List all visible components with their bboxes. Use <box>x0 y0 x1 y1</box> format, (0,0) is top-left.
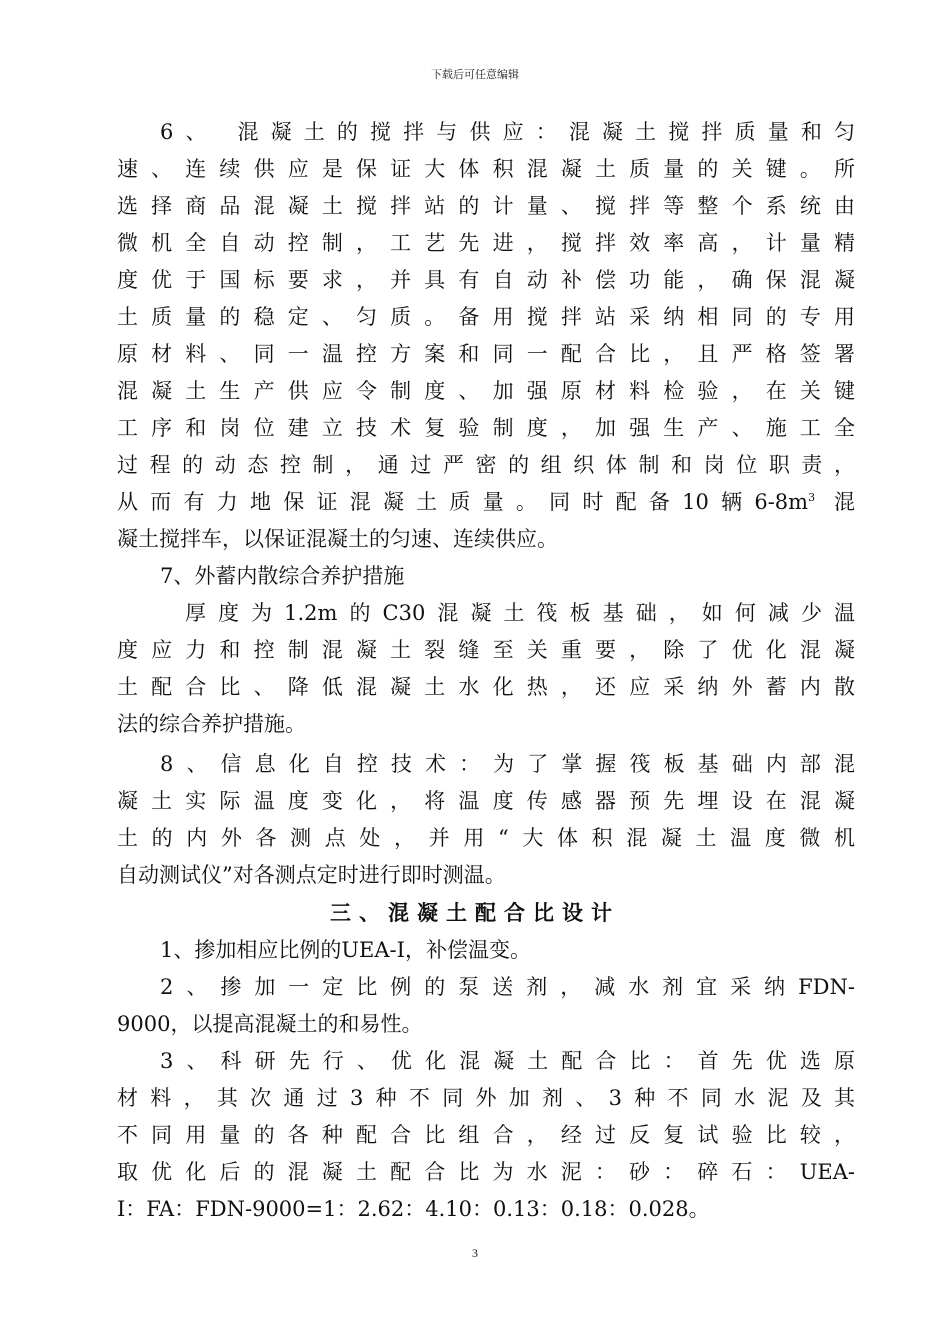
paragraph-line: 自动测试仪”对各测点定时进行即时测温。 <box>117 863 506 887</box>
paragraph-line: 速、连续供应是保证大体积混凝土质量的关键。所 <box>117 157 855 181</box>
paragraph-line: 不同用量的各种配合比组合，经过反复试验比较， <box>117 1123 855 1147</box>
paragraph-line: 选择商品混凝土搅拌站的计量、搅拌等整个系统由 <box>117 194 855 218</box>
item7-heading: 7、外蓄内散综合养护措施 <box>160 564 405 588</box>
paragraph-line: 土的内外各测点处，并用“大体积混凝土温度微机 <box>117 826 855 850</box>
paragraph-line: 混凝土生产供应令制度、加强原材料检验，在关键 <box>117 379 855 403</box>
paragraph-line: 微机全自动控制，工艺先进，搅拌效率高，计量精 <box>117 231 855 255</box>
paragraph-line: 厚度为1.2m的C30混凝土筏板基础，如何减少温 <box>185 601 855 625</box>
paragraph-line: 取优化后的混凝土配合比为水泥：砂：碎石：UEA- <box>117 1160 855 1184</box>
chapter-title: 三、混凝土配合比设计 <box>330 901 620 925</box>
page-number: 3 <box>472 1246 478 1260</box>
paragraph-line: 度优于国标要求，并具有自动补偿功能，确保混凝 <box>117 268 855 292</box>
paragraph-line: 过程的动态控制，通过严密的组织体制和岗位职责， <box>117 453 855 477</box>
paragraph-line: 6、 混凝土的搅拌与供应：混凝土搅拌质量和匀 <box>160 120 855 144</box>
paragraph-line: 1、掺加相应比例的UEA-Ⅰ，补偿温变。 <box>160 938 531 962</box>
superscript-exponent: 3 <box>808 491 816 504</box>
paragraph-line: Ⅰ：FA：FDN-9000=1：2.62：4.10：0.13：0.18：0.028。 <box>117 1197 710 1221</box>
paragraph-line: 工序和岗位建立技术复验制度，加强生产、施工全 <box>117 416 855 440</box>
paragraph-line: 法的综合养护措施。 <box>117 712 306 736</box>
volume-text-tail: 混 <box>815 490 855 514</box>
paragraph-line: 8、信息化自控技术：为了掌握筏板基础内部混 <box>160 752 855 776</box>
paragraph-line: 土质量的稳定、匀质。备用搅拌站采纳相同的专用 <box>117 305 855 329</box>
paragraph-line: 凝土搅拌车，以保证混凝土的匀速、连续供应。 <box>117 527 558 551</box>
editable-note: 下载后可任意编辑 <box>431 68 519 81</box>
paragraph-line: 3、科研先行、优化混凝土配合比：首先优选原 <box>160 1049 855 1073</box>
paragraph-line: 9000，以提高混凝土的和易性。 <box>117 1012 423 1036</box>
paragraph-line: 原材料、同一温控方案和同一配合比，且严格签署 <box>117 342 855 366</box>
paragraph-line: 凝土实际温度变化，将温度传感器预先埋设在混凝 <box>117 789 855 813</box>
volume-text: 从而有力地保证混凝土质量。同时配备10辆6-8m <box>117 490 809 514</box>
paragraph-line: 土配合比、降低混凝土水化热，还应采纳外蓄内散 <box>117 675 855 699</box>
paragraph-line: 度应力和控制混凝土裂缝至关重要，除了优化混凝 <box>117 638 855 662</box>
paragraph-line: 材料，其次通过3种不同外加剂、3种不同水泥及其 <box>117 1086 855 1110</box>
paragraph-line-volume <box>117 487 855 517</box>
paragraph-line: 2、掺加一定比例的泵送剂，减水剂宜采纳FDN- <box>160 975 855 999</box>
